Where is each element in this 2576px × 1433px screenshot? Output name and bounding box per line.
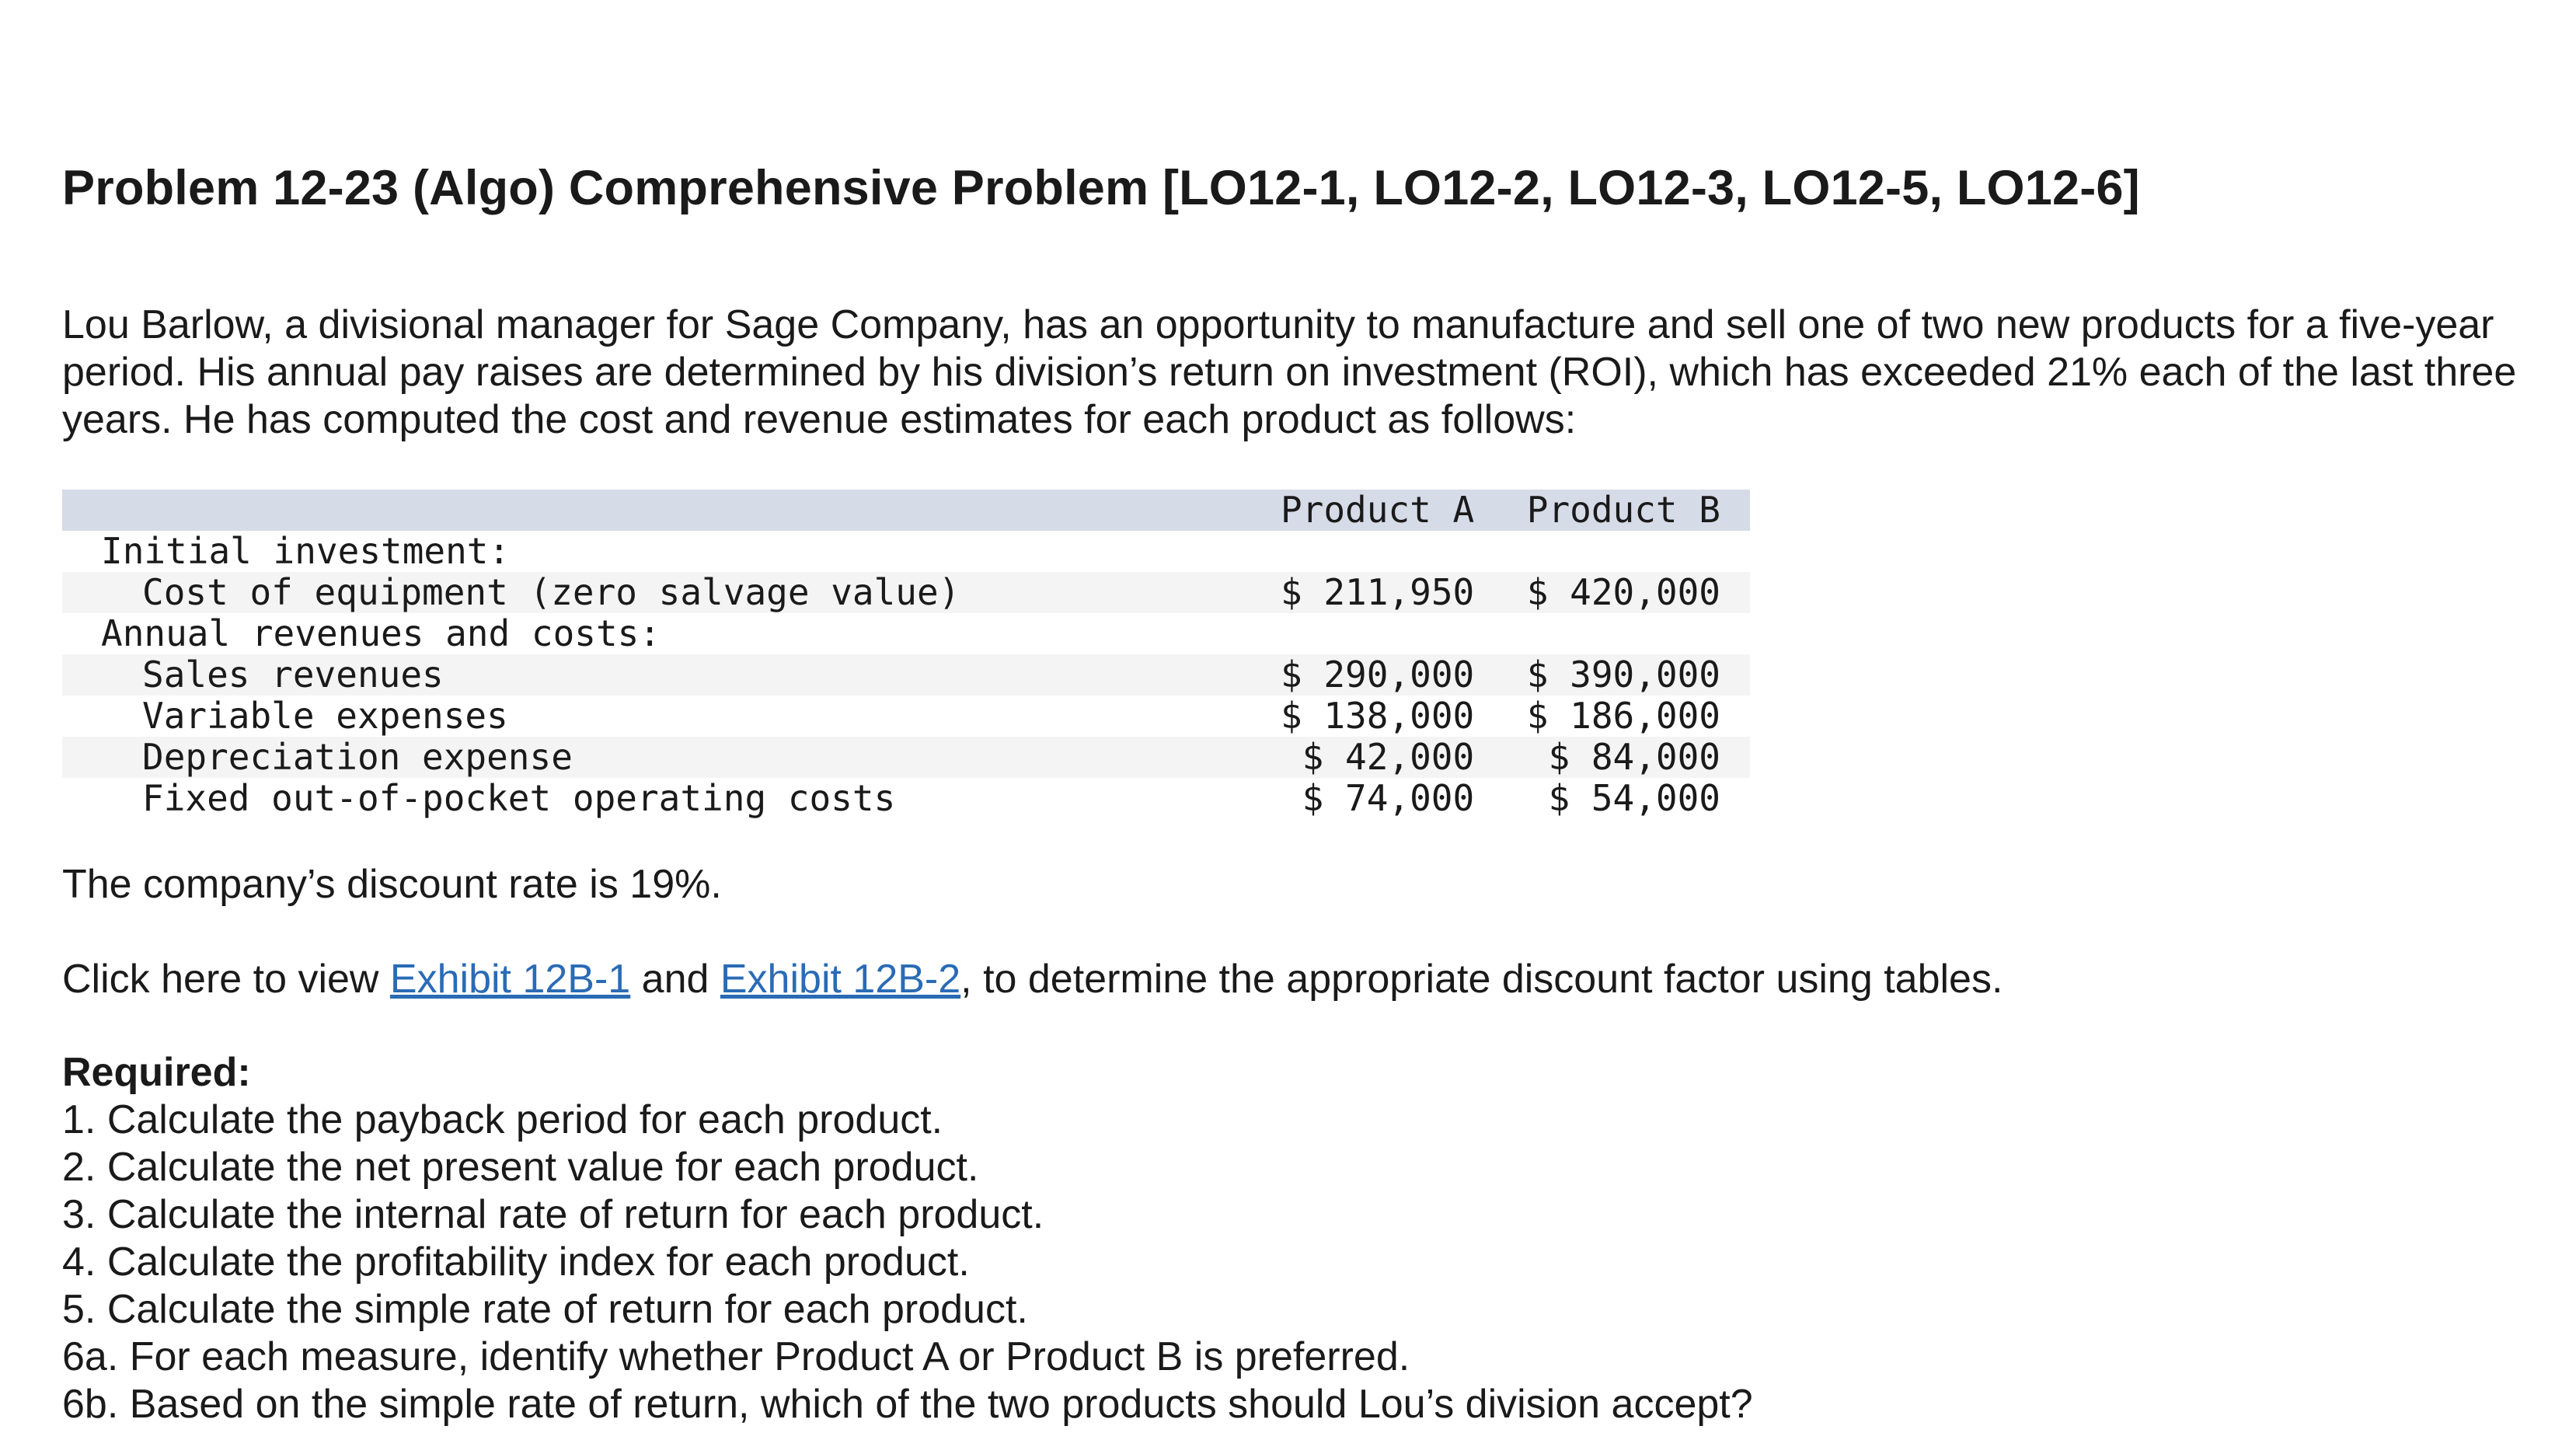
row-label: Fixed out-of-pocket operating costs: [142, 777, 896, 819]
table-header-product-b: Product B: [1474, 490, 1750, 531]
row-label: Sales revenues: [62, 654, 1225, 696]
table-row: [62, 531, 1750, 572]
exhibit-prefix: Click here to view: [62, 957, 390, 1002]
table-row: [62, 613, 1750, 654]
exhibit-12b-1-link[interactable]: Exhibit 12B-1: [389, 957, 631, 1002]
table-header-row: [62, 490, 1750, 531]
row-label: Cost of equipment (zero salvage value): [62, 572, 1225, 613]
cost-revenue-table: [62, 490, 1750, 819]
row-label: Variable expenses: [142, 695, 508, 737]
table-row: [62, 696, 1750, 737]
problem-title: Problem 12-23 (Algo) Comprehensive Problem [LO12-1, LO12-2, LO12-3, LO12-5, LO12-6]: [62, 161, 2140, 215]
row-value-a: $ 290,000: [1225, 654, 1474, 696]
table-header-label: [62, 490, 1225, 531]
row-value-a: [1225, 531, 1474, 572]
table-row: [62, 778, 1750, 819]
row-value-a: $ 138,000: [1280, 695, 1475, 737]
exhibit-instructions: [62, 956, 2003, 1003]
row-value-b: $ 54,000: [1548, 777, 1720, 819]
row-label: Initial investment:: [101, 530, 511, 572]
row-value-b: $ 186,000: [1526, 695, 1720, 737]
row-value-b: $ 84,000: [1474, 737, 1750, 778]
required-item: 6a. For each measure, identify whether Product A or Product B is preferred.: [62, 1334, 1410, 1379]
exhibit-middle: and: [630, 957, 720, 1002]
row-value-b: [1474, 613, 1750, 654]
required-item: 5. Calculate the simple rate of return for each product.: [62, 1287, 1028, 1332]
required-item: 1. Calculate the payback period for each product.: [62, 1097, 943, 1142]
required-item: 6b. Based on the simple rate of return, which of the two products should Lou’s division accept?: [62, 1382, 1753, 1427]
required-section: [62, 1049, 1753, 1428]
table-row: [62, 654, 1750, 696]
required-item: 4. Calculate the profitability index for each product.: [62, 1239, 970, 1285]
exhibit-12b-2-link[interactable]: Exhibit 12B-2: [720, 957, 961, 1002]
table-row: [62, 737, 1750, 778]
row-value-a: $ 74,000: [1302, 777, 1475, 819]
required-heading: Required:: [62, 1050, 251, 1095]
required-item: 2. Calculate the net present value for each product.: [62, 1145, 979, 1190]
required-item: 3. Calculate the internal rate of return for each product.: [62, 1192, 1044, 1237]
problem-intro: Lou Barlow, a divisional manager for Sage Company, has an opportunity to manufacture and sell one of two new products for a five-year period. His annual pay raises are determined by his division’s return on investment (ROI), which has exceeded 21% each of the last three years. He has computed the cost and revenue estimates for each product as follows:: [62, 302, 2517, 442]
discount-rate-text: The company’s discount rate is 19%.: [62, 862, 722, 907]
row-value-b: [1474, 531, 1750, 572]
row-value-a: $ 42,000: [1225, 737, 1474, 778]
table-header-product-a: Product A: [1225, 490, 1474, 531]
row-value-a: $ 211,950: [1225, 572, 1474, 613]
row-label: Annual revenues and costs:: [101, 612, 661, 654]
row-label: Depreciation expense: [62, 737, 1225, 778]
table-row: [62, 572, 1750, 613]
exhibit-suffix: , to determine the appropriate discount factor using tables.: [960, 957, 2003, 1002]
row-value-b: $ 390,000: [1474, 654, 1750, 696]
row-value-a: [1225, 613, 1474, 654]
row-value-b: $ 420,000: [1474, 572, 1750, 613]
